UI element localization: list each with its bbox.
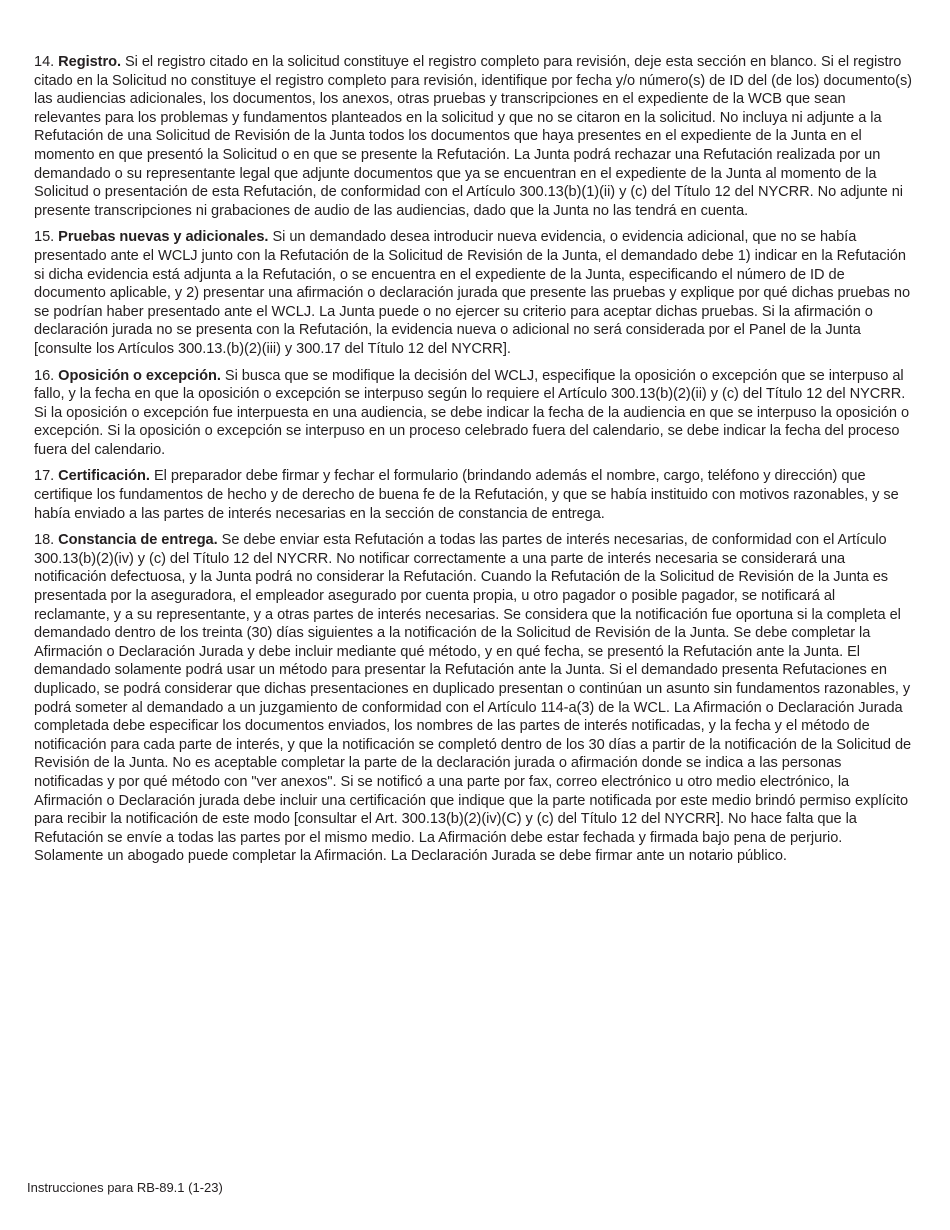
- section-17: [34, 467, 914, 523]
- section-heading: Certificación.: [58, 468, 150, 485]
- section-heading: Pruebas nuevas y adicionales.: [58, 229, 269, 246]
- section-text: Si un demandado desea introducir nueva evidencia, o evidencia adicional, que no se había presentado ante el WCLJ junto con la Refutación de la Solicitud de Revisión de la Junta, el demandado debe 1) indicar en la Refutación si dicha evidencia está adjunta a la Refutación, o se encuentra en el expediente de la Junta, especificando el número de ID de documento aplicable, y 2) presentar una afirmación o declaración jurada que presente las pruebas y explique por qué dichas pruebas no se podrían haber presentado ante el WCLJ. La Junta puede o no ejercer su criterio para aceptar dichas pruebas. Si la afirmación o declaración jurada no se presenta con la Refutación, la evidencia nueva o adicional no será considerada por el Panel de la Junta [consulte los Artículos 300.13.(b)(2)(iii) y 300.17 del Título 12 del NYCRR].: [34, 229, 911, 357]
- section-text: El preparador debe firmar y fechar el formulario (brindando además el nombre, cargo, teléfono y dirección) que certifique los fundamentos de hecho y de derecho de buena fe de la Refutación, y que se había instituido con motivos razonables, y se había enviado a las partes de interés necesarias en la sección de constancia de entrega.: [34, 468, 899, 522]
- section-text: Se debe enviar esta Refutación a todas las partes de interés necesarias, de conformidad con el Artículo 300.13(b)(2)(iv) y (c) del Título 12 del NYCRR. No notificar correctamente a una parte de interés necesaria se considerará una notificación defectuosa, y la Junta podrá no considerar la Refutación. Cuando la Refutación de la Solicitud de Revisión de la Junta es presentada por la aseguradora, el empleador asegurado por cuenta propia, u otro pagador o posible pagador, se notificará al reclamante, y a su representante, y a otras partes de interés necesarias. Se considera que la notificación fue oportuna si la completa el demandado dentro de los treinta (30) días siguientes a la notificación de la Solicitud de Revisión de la Junta. Se debe completar la Afirmación o Declaración Jurada y debe incluir mediante qué método, y en qué fecha, se presentó la Refutación ante la Junta. El demandado solamente podrá usar un método para presentar la Refutación ante la Junta. Si el demandado presenta Refutaciones en duplicado, se podrá considerar que dichas presentaciones en duplicado presentan o continúan un asunto sin fundamentos razonables, y podrá someter al demandado a un juzgamiento de conformidad con el Artículo 114-a(3) de la WCL. La Afirmación o Declaración Jurada completada debe especificar los documentos enviados, los nombres de las partes de interés notificadas, y la fecha y el método de notificación para cada parte de interés, y que la notificación se completó dentro de los 30 días a partir de la notificación de la Solicitud de Revisión de la Junta. No es aceptable completar la parte de la declaración jurada o afirmación donde se indica a las personas notificadas y por qué método con "ver anexos". Si se notificó a una parte por fax, correo electrónico u otro medio electrónico, la Afirmación o Declaración jurada debe incluir una certificación que indique que la parte notificada por este medio brindó permiso explícito para recibir la notificación de este modo [consultar el Art. 300.13(b)(2)(iv)(C) y (c) del Título 12 del NYCRR]. No hace falta que la Refutación se envíe a todas las partes por el mismo medio. La Afirmación debe estar fechada y firmada bajo pena de perjurio. Solamente un abogado puede completar la Afirmación. La Declaración Jurada se debe firmar ante un notario público.: [34, 532, 912, 865]
- section-16: [34, 367, 914, 460]
- section-number: 18.: [34, 532, 55, 549]
- section-number: 16.: [34, 367, 55, 384]
- section-number: 14.: [34, 54, 55, 70]
- section-number: 15.: [34, 229, 55, 246]
- section-heading: Oposición o excepción.: [58, 367, 221, 384]
- section-text: Si el registro citado en la solicitud constituye el registro completo para revisión, deje esta sección en blanco. Si el registro citado en la Solicitud no constituye el registro completo para revisión, identifique por fecha y/o número(s) de ID del (de los) documento(s) las audiencias adicionales, los documentos, los anexos, otras pruebas y transcripciones en el expediente de la WCB que sean relevantes para los problemas y fundamentos planteados en la solicitud y que no se citaron en la solicitud. No incluya ni adjunte a la Refutación de una Solicitud de Revisión de la Junta todos los documentos que haya presentes en el expediente de la Junta en el momento en que presentó la Solicitud o en que se presente la Refutación. La Junta podrá rechazar una Refutación realizada por un demandado o su representante legal que adjunte documentos que ya se encuentran en el expediente de la Junta al momento de la Solicitud o presentación de esta Refutación, de conformidad con el Artículo 300.13(b)(1)(ii) y (c) del Título 12 del NYCRR. No adjunte ni presente transcripciones ni grabaciones de audio de las audiencias, dado que la Junta no las tendrá en cuenta.: [34, 54, 912, 219]
- section-heading: Constancia de entrega.: [58, 532, 218, 549]
- form-footer-label: Instrucciones para RB-89.1 (1-23): [27, 1180, 223, 1195]
- section-14: [34, 53, 914, 220]
- section-heading: Registro.: [58, 54, 121, 70]
- section-18: [34, 531, 914, 866]
- section-number: 17.: [34, 468, 55, 485]
- section-15: [34, 228, 914, 358]
- instructions-body: [34, 53, 914, 874]
- section-text: Si busca que se modifique la decisión del WCLJ, especifique la oposición o excepción que se interpuso al fallo, y la fecha en que la oposición o excepción se interpuso según lo requiere el Artículo 300.13(b)(2)(ii) y (c) del Título 12 del NYCRR. Si la oposición o excepción fue interpuesta en una audiencia, se debe indicar la fecha de la audiencia en que se interpuso la oposición o excepción. Si la oposición o excepción se interpuso en un proceso celebrado fuera del calendario, se debe indicar la fecha del proceso fuera del calendario.: [34, 367, 910, 458]
